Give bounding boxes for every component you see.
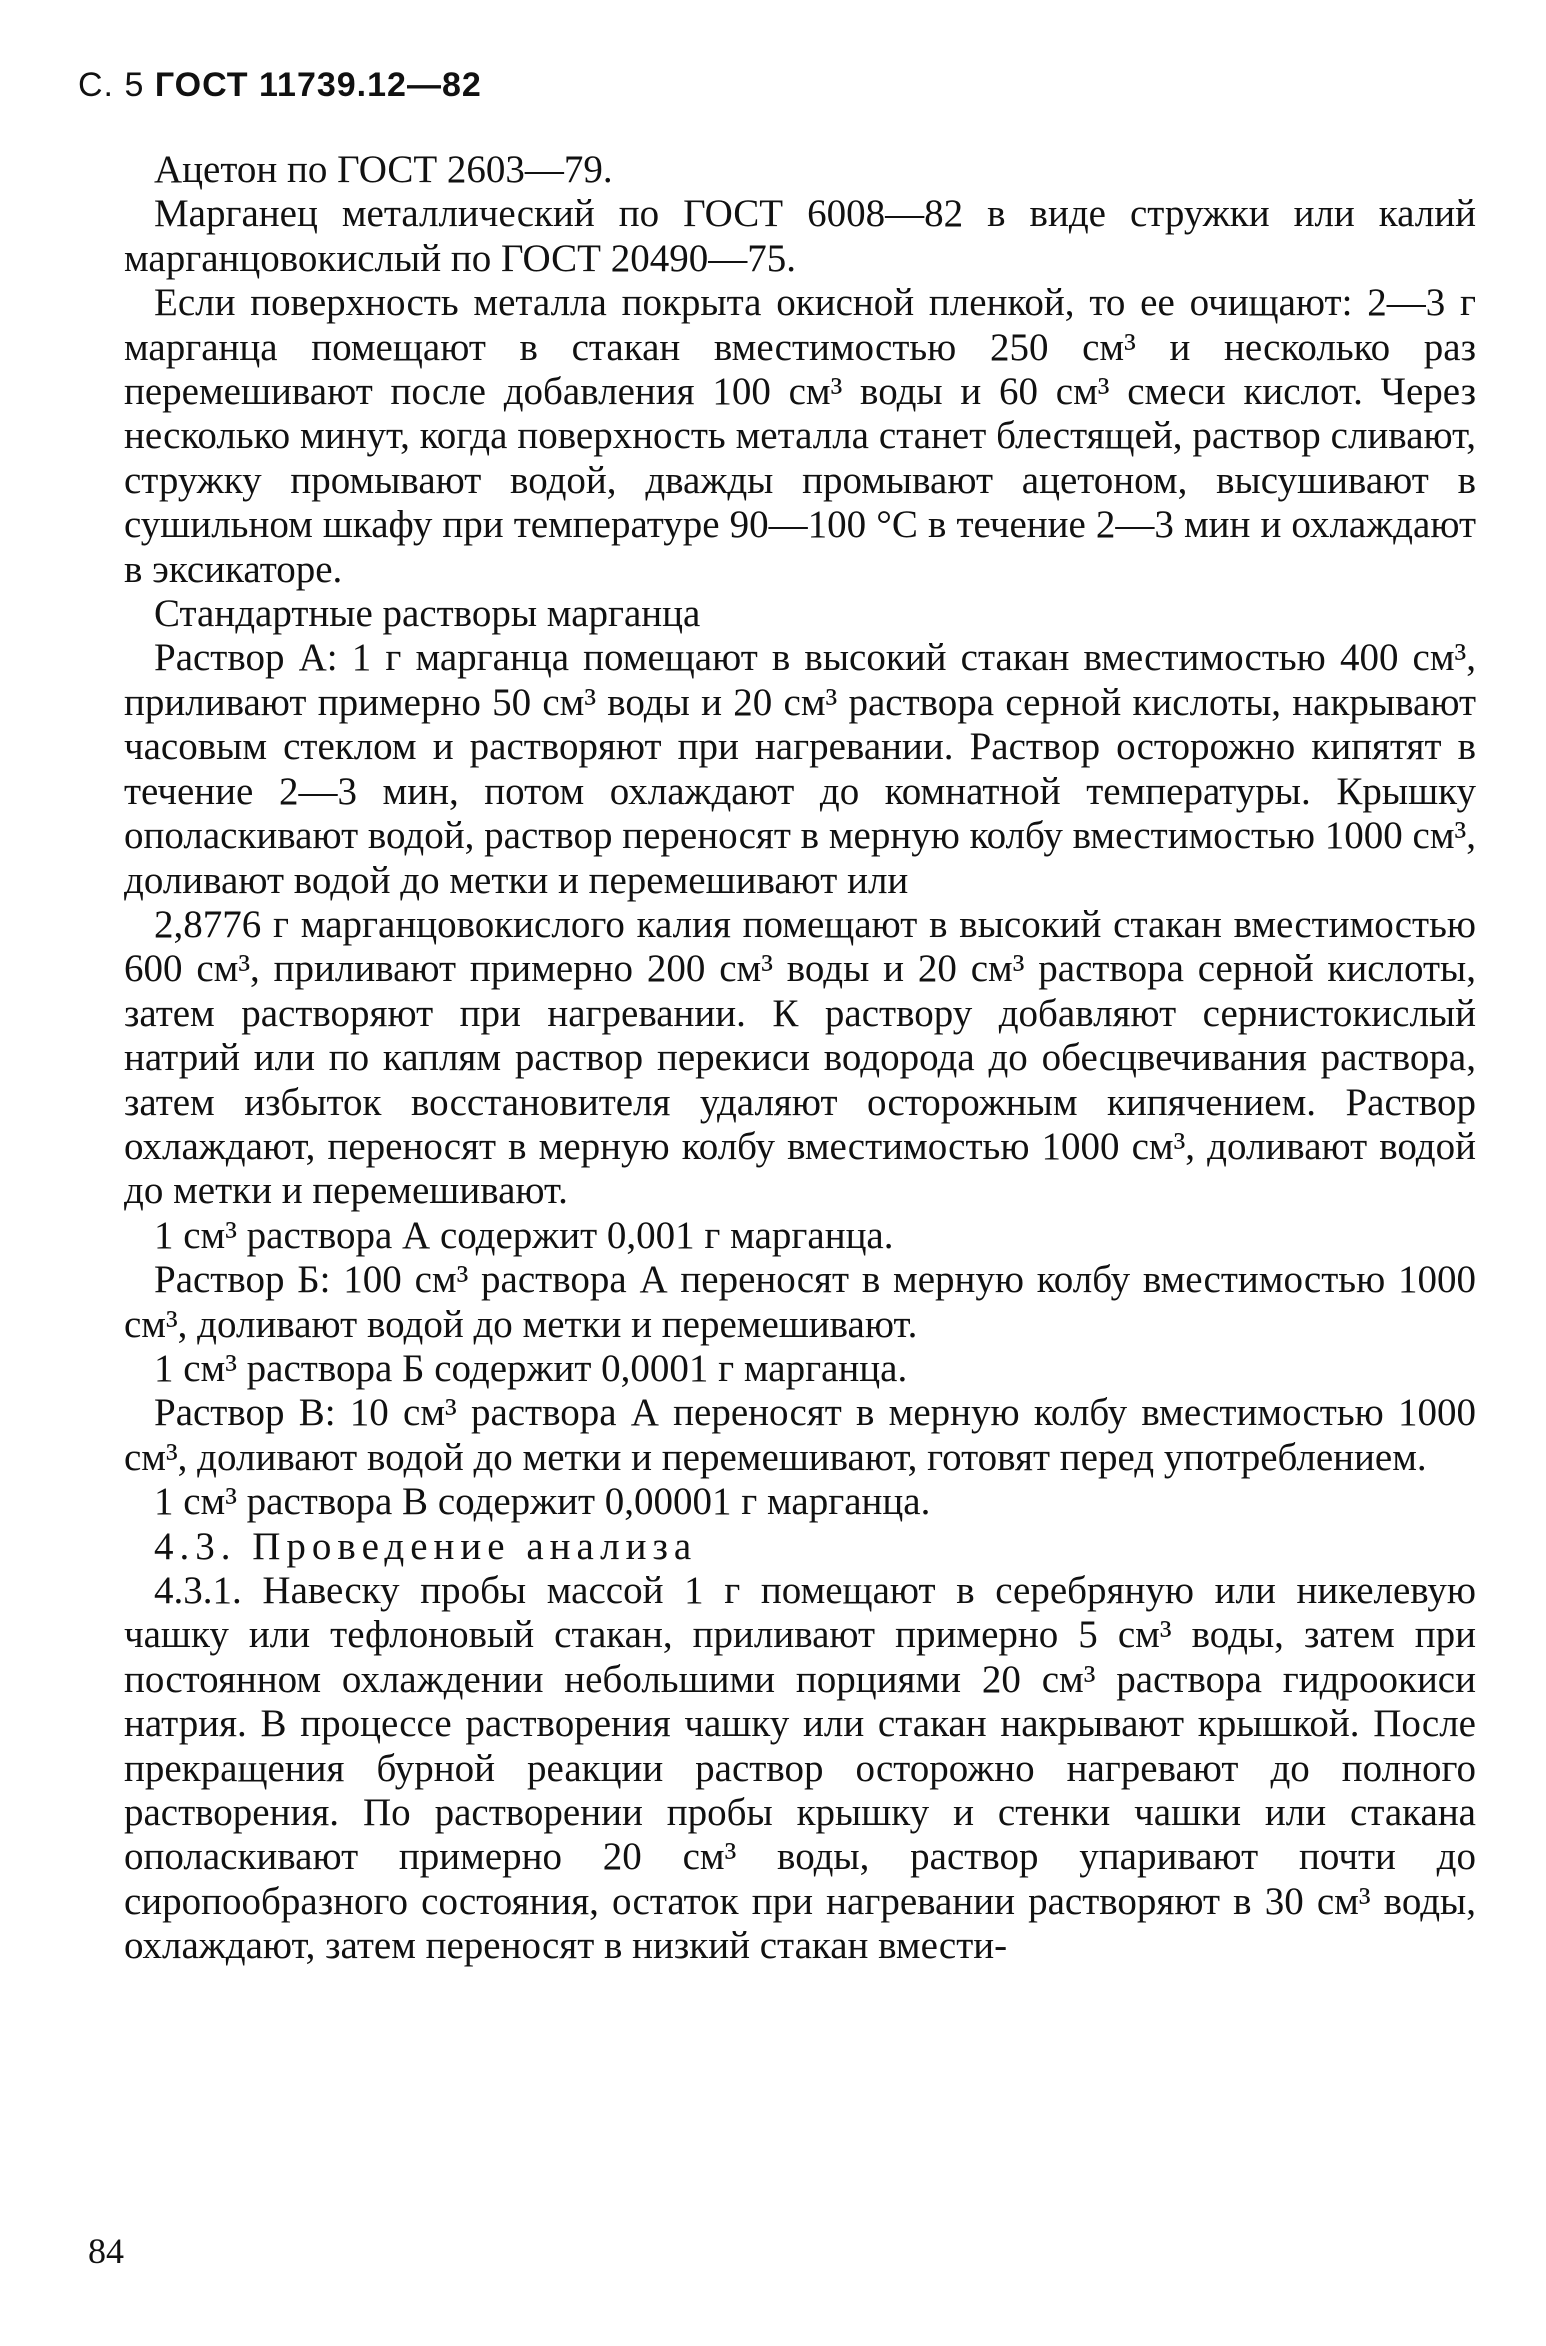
paragraph-4-3-1: 4.3.1. Навеску пробы массой 1 г помещают в серебряную или никелевую чашку или тефлоновый стакан, приливают примерно 5 см³ воды, затем при постоянном охлаждении небольшими порциями 20 см³ раствора гидроокиси натрия. В процессе растворения чашку или стакан накрывают крышкой. После прекращения бурной реакции раствор осторожно нагревают до полного растворения. По растворении пробы крышку и стенки чашки или стакана ополаскивают примерно 20 см³ воды, раствор упаривают почти до сиропообразного состояния, остаток при нагревании растворяют в 30 см³ воды, охлаждают, затем переносят в низкий стакан вмести- — [124, 1569, 1476, 1968]
paragraph-solution-b-content: 1 см³ раствора Б содержит 0,0001 г марганца. — [154, 1346, 908, 1390]
paragraph-manganese-reagent: Марганец металлический по ГОСТ 6008—82 в виде стружки или калий марганцовокислый по ГОСТ 20490—75. — [124, 192, 1476, 280]
gost-designation: ГОСТ 11739.12—82 — [154, 66, 482, 104]
paragraph-acetone: Ацетон по ГОСТ 2603—79. — [154, 148, 613, 191]
paragraph-standard-solutions-heading: Стандартные растворы марганца — [154, 592, 701, 636]
paragraph-solution-v-content: 1 см³ раствора В содержит 0,00001 г марганца. — [154, 1480, 931, 1524]
page-prefix: С. 5 — [78, 66, 145, 104]
paragraph-solution-a-content: 1 см³ раствора А содержит 0,001 г марганца. — [154, 1213, 894, 1257]
body-text — [124, 148, 1476, 1969]
paragraph-solution-a: Раствор А: 1 г марганца помещают в высокий стакан вместимостью 400 см³, приливают примерно 50 см³ воды и 20 см³ раствора серной кислоты, накрывают часовым стеклом и растворяют при нагревании. Раствор осторожно кипятят в течение 2—3 мин, потом охлаждают до комнатной температуры. Крышку ополаскивают водой, раствор переносят в мерную колбу вместимостью 1000 см³, доливают водой до метки и перемешивают или — [124, 636, 1476, 902]
paragraph-solution-v: Раствор В: 10 см³ раствора А переносят в мерную колбу вместимостью 1000 см³, доливают водой до метки и перемешивают, готовят перед употреблением. — [124, 1391, 1476, 1479]
paragraph-solution-a-alternative: 2,8776 г марганцовокислого калия помещают в высокий стакан вместимостью 600 см³, приливают примерно 200 см³ воды и 20 см³ раствора серной кислоты, затем растворяют при нагревании. К раствору добавляют сернистокислый натрий или по каплям раствор перекиси водорода до обесцвечивания раствора, затем избыток восстановителя удаляют осторожным кипячением. Раствор охлаждают, переносят в мерную колбу вместимостью 1000 см³, доливают водой до метки и перемешивают. — [124, 902, 1476, 1213]
section-heading-analysis: 4.3. Проведение анализа — [154, 1524, 698, 1568]
paragraph-oxide-cleaning: Если поверхность металла покрыта окисной пленкой, то ее очищают: 2—3 г марганца помещают в стакан вместимостью 250 см³ и несколько раз перемешивают после добавления 100 см³ воды и 60 см³ смеси кислот. Через несколько минут, когда поверхность металла станет блестящей, раствор сливают, стружку промывают водой, дважды промывают ацетоном, высушивают в сушильном шкафу при температуре 90—100 °С в течение 2—3 мин и охлаждают в эксикаторе. — [124, 281, 1476, 591]
running-header — [78, 66, 482, 105]
page-number: 84 — [88, 2231, 124, 2271]
paragraph-solution-b: Раствор Б: 100 см³ раствора А переносят в мерную колбу вместимостью 1000 см³, доливают водой до метки и перемешивают. — [124, 1258, 1476, 1346]
